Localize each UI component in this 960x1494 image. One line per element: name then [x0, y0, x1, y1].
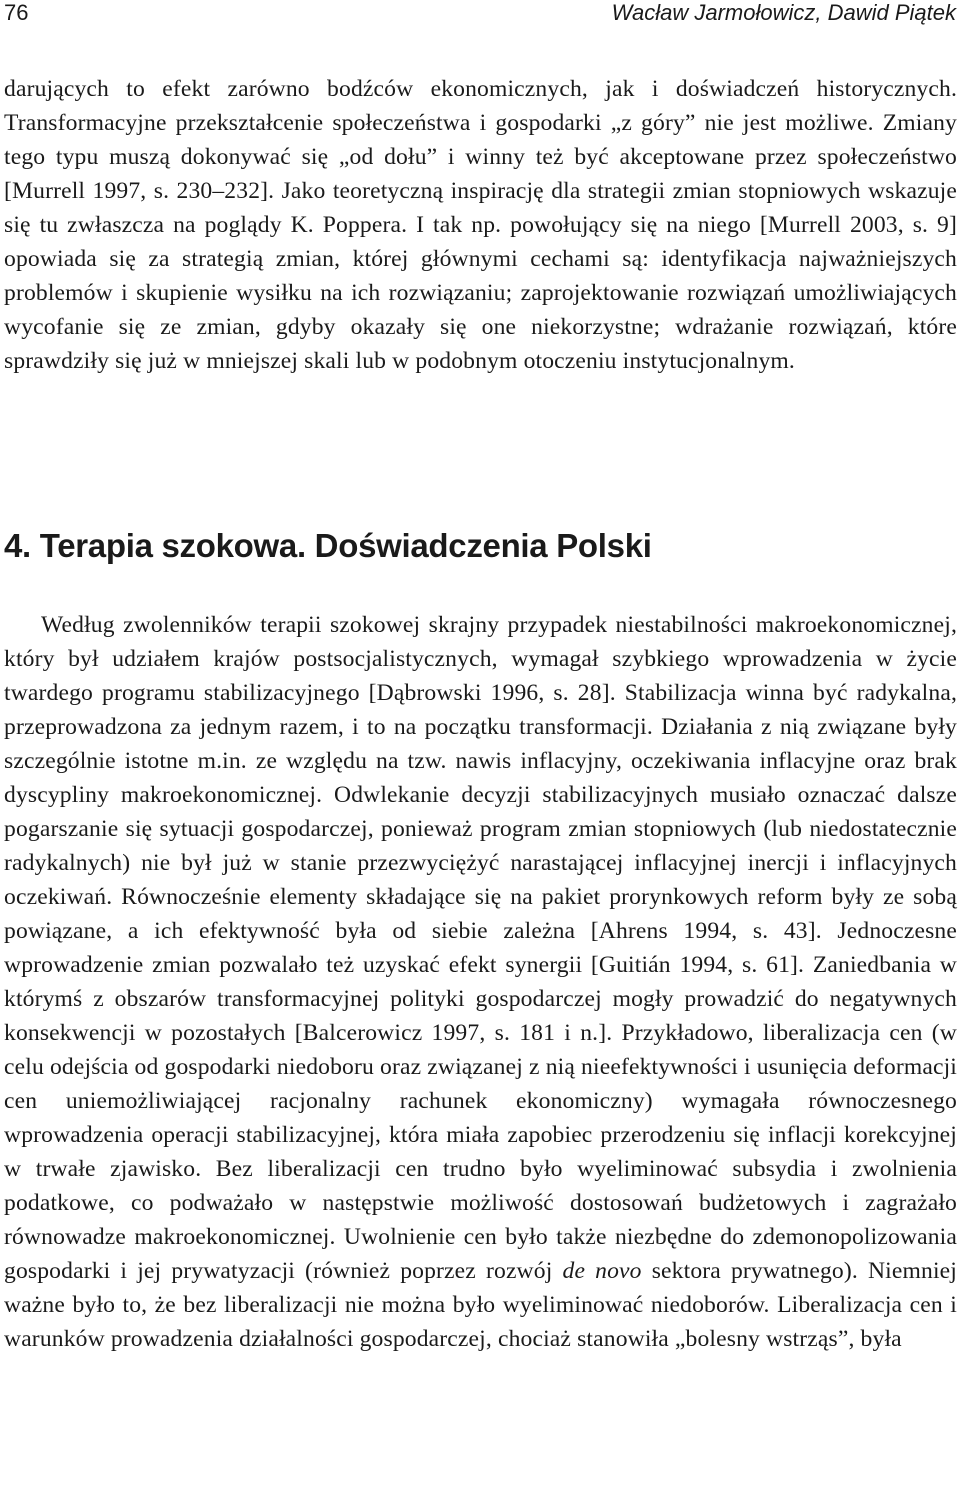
body-paragraph-1: darujących to efekt zarówno bodźców ekonomicznych, jak i doświadczeń historycznych. Transformacyjne przekształcenie społeczeństwa i gospodarki „z góry” nie jest możliwe. Zmiany tego typu muszą dokonywać się „od dołu” i winny też być akceptowane przez społeczeństwo [Murrell 1997, s. 230–232]. Jako teoretyczną inspirację dla strategii zmian stopniowych wskazuje się tu zwłaszcza na poglądy K. Poppera. I tak np. powołujący się na niego [Murrell 2003, s. 9] opowiada się za strategią zmian, której głównymi cechami są: identyfikacja najważniejszych problemów i skupienie wysiłku na ich rozwiązaniu; zaprojektowanie rozwiązań umożliwiających wycofanie się ze zmian, gdyby okazały się one niekorzystne; wdrażanie rozwiązań, które sprawdziły się już w mniejszej skali lub w podobnym otoczeniu instytucjonalnym.	[4, 76, 957, 374]
body-paragraph-2	[4, 608, 957, 1356]
paragraph-2-text-start: Według zwolenników terapii szokowej skrajny przypadek niestabilności makroekonomicznej, który był udziałem krajów postsocjalistycznych, wymagał szybkiego wprowadzenia w życie twardego programu stabilizacyjnego [Dąbrowski 1996, s. 28]. Stabilizacja winna być radykalna, przeprowadzona za jednym razem, i to na początku transformacji. Działania z nią związane były szczególnie istotne m.in. ze względu na tzw. nawis inflacyjny, oczekiwania inflacyjne oraz brak dyscypliny makroekonomicznej. Odwlekanie decyzji stabilizacyjnych musiało oznaczać dalsze pogarszanie się sytuacji gospodarczej, ponieważ program zmian stopniowych (lub niedostatecznie radykalnych) nie był już w stanie przezwyciężyć narastającej inflacyjnej inercji i inflacyjnych oczekiwań. Równocześnie elementy składające się na pakiet prorynkowych reform były ze sobą powiązane, a ich efektywność była od siebie zależna [Ahrens 1994, s. 43]. Jednoczesne wprowadzenie zmian pozwalało też uzyskać efekt synergii [Guitián 1994, s. 61]. Zaniedbania w którymś z obszarów transformacyjnej polityki gospodarczej mogły prowadzić do negatywnych konsekwencji w pozostałych [Balcerowicz 1997, s. 181 i n.]. Przykładowo, liberalizacja cen (w celu odejścia od gospodarki niedoboru oraz związanej z nią nieefektywności i usunięcia deformacji cen uniemożliwiającej racjonalny rachunek ekonomiczny) wymagała równoczesnego wprowadzenia operacji stabilizacyjnej, która miała zapobiec przerodzeniu się inflacji korekcyjnej w trwałe zjawisko. Bez liberalizacji cen trudno było wyeliminować subsydia i zwolnienia podatkowe, co podważało w następstwie możliwość dostosowań budżetowych i zagrażało równowadze makroekonomicznej. Uwolnienie cen było także niezbędne do zdemonopolizowania gospodarki i jej prywatyzacji (również poprzez rozwój	[4, 612, 957, 1284]
paragraph-2-italic-term: de novo	[562, 1258, 642, 1284]
section-heading: 4. Terapia szokowa. Doświadczenia Polski	[4, 527, 652, 564]
running-header-authors: Wacław Jarmołowicz, Dawid Piątek	[611, 0, 956, 25]
paragraph-2-text-end: sektora prywatnego). Niemniej ważne było to, że bez liberalizacji nie można było wyeliminować niedoborów. Liberalizacja cen i warunków prowadzenia działalności gospodarczej, chociaż stanowiła „bolesny wstrząs”, była	[4, 1258, 957, 1352]
running-header	[4, 0, 956, 30]
page-number: 76	[4, 0, 29, 25]
